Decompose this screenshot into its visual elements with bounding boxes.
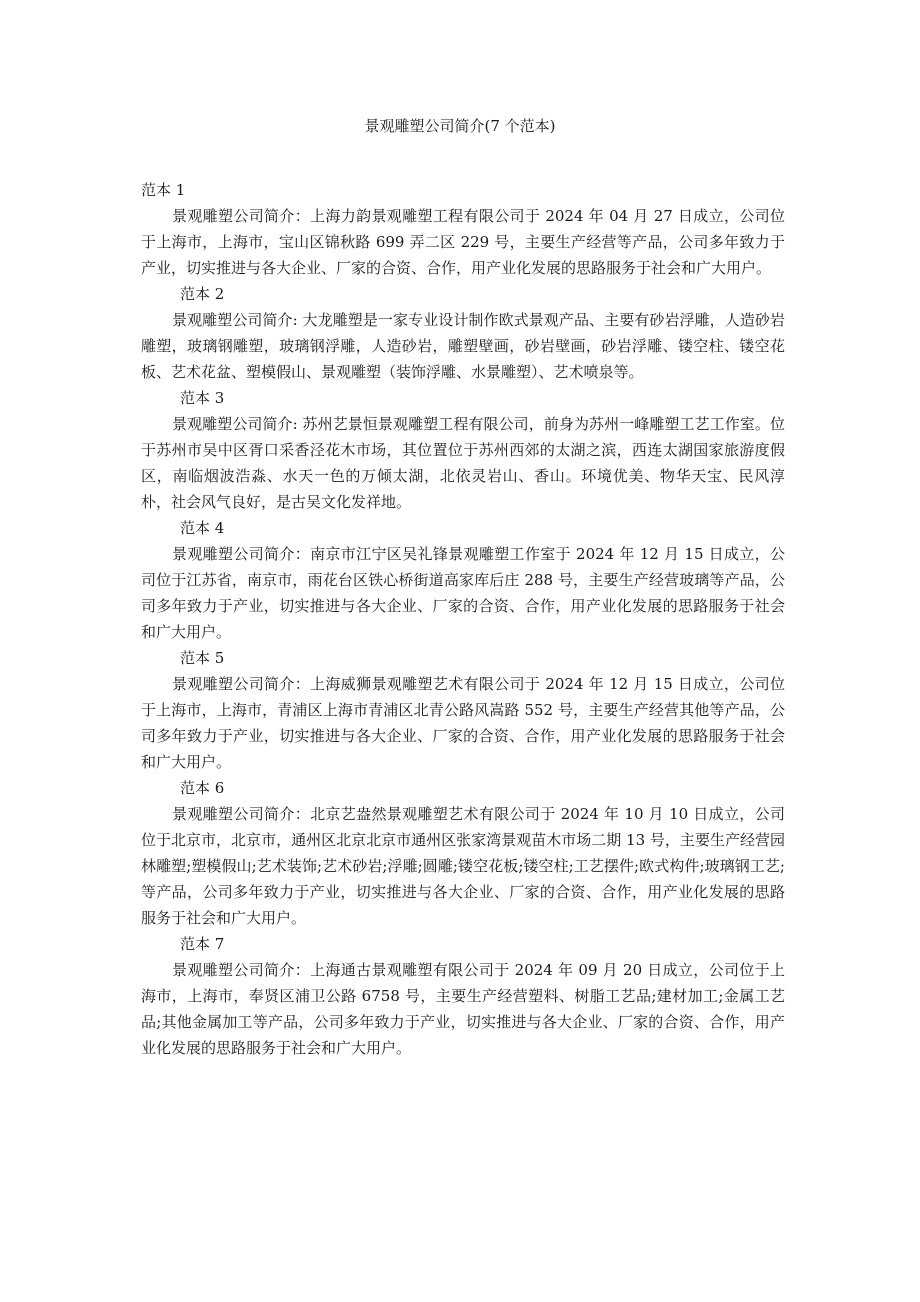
section-heading-6: 范本 6	[180, 779, 225, 797]
section-heading-3: 范本 3	[180, 389, 225, 407]
section-text-6: 景观雕塑公司简介：北京艺盎然景观雕塑艺术有限公司于 2024 年 10 月 10 日成立，公司位于北京市，北京市，通州区北京北京市通州区张家湾景观苗木市场二期 13 号，主要生产经营园林雕塑;塑模假山;艺术装饰;艺术砂岩;浮雕;圆雕;镂空花板;镂空柱;工艺摆件;欧式构件;玻璃钢工艺;等产品，公司多年致力于产业，切实推进与各大企业、厂家的合资、合作，用产业化发展的思路服务于社会和广大用户。	[141, 805, 785, 927]
document-body	[141, 177, 785, 1061]
section-text-1: 景观雕塑公司简介：上海力韵景观雕塑工程有限公司于 2024 年 04 月 27 日成立，公司位于上海市，上海市，宝山区锦秋路 699 弄二区 229 号，主要生产经营等产品，公司多年致力于产业，切实推进与各大企业、厂家的合资、合作，用产业化发展的思路服务于社会和广大用户。	[141, 207, 785, 277]
section-text-2: 景观雕塑公司简介: 大龙雕塑是一家专业设计制作欧式景观产品、主要有砂岩浮雕，人造砂岩雕塑，玻璃钢雕塑，玻璃钢浮雕，人造砂岩，雕塑壁画，砂岩壁画，砂岩浮雕、镂空柱、镂空花板、艺术花盆、塑模假山、景观雕塑（装饰浮雕、水景雕塑）、艺术喷泉等。	[141, 311, 785, 381]
section-text-4: 景观雕塑公司简介：南京市江宁区吴礼锋景观雕塑工作室于 2024 年 12 月 15 日成立，公司位于江苏省，南京市，雨花台区铁心桥街道高家库后庄 288 号，主要生产经营玻璃等产品，公司多年致力于产业，切实推进与各大企业、厂家的合资、合作，用产业化发展的思路服务于社会和广大用户。	[141, 545, 785, 641]
document-title: 景观雕塑公司简介(7 个范本)	[364, 117, 556, 135]
section-heading-5: 范本 5	[180, 649, 225, 667]
section-heading-7: 范本 7	[180, 935, 225, 953]
section-text-5: 景观雕塑公司简介：上海威狮景观雕塑艺术有限公司于 2024 年 12 月 15 日成立，公司位于上海市，上海市，青浦区上海市青浦区北青公路风嵩路 552 号，主要生产经营其他等产品，公司多年致力于产业，切实推进与各大企业、厂家的合资、合作，用产业化发展的思路服务于社会和广大用户。	[141, 675, 785, 771]
section-heading-1: 范本 1	[141, 181, 186, 199]
section-text-7: 景观雕塑公司简介：上海通古景观雕塑有限公司于 2024 年 09 月 20 日成立，公司位于上海市，上海市，奉贤区浦卫公路 6758 号，主要生产经营塑料、树脂工艺品;建材加工;金属工艺品;其他金属加工等产品，公司多年致力于产业，切实推进与各大企业、厂家的合资、合作，用产业化发展的思路服务于社会和广大用户。	[141, 961, 785, 1057]
section-text-3: 景观雕塑公司简介: 苏州艺景恒景观雕塑工程有限公司，前身为苏州一峰雕塑工艺工作室。位于苏州市吴中区胥口采香泾花木市场，其位置位于苏州西郊的太湖之滨，西连太湖国家旅游度假区，南临烟波浩淼、水天一色的万倾太湖，北依灵岩山、香山。环境优美、物华天宝、民风淳朴，社会风气良好，是古吴文化发祥地。	[141, 415, 785, 511]
section-heading-4: 范本 4	[180, 519, 225, 537]
section-heading-2: 范本 2	[180, 285, 225, 303]
